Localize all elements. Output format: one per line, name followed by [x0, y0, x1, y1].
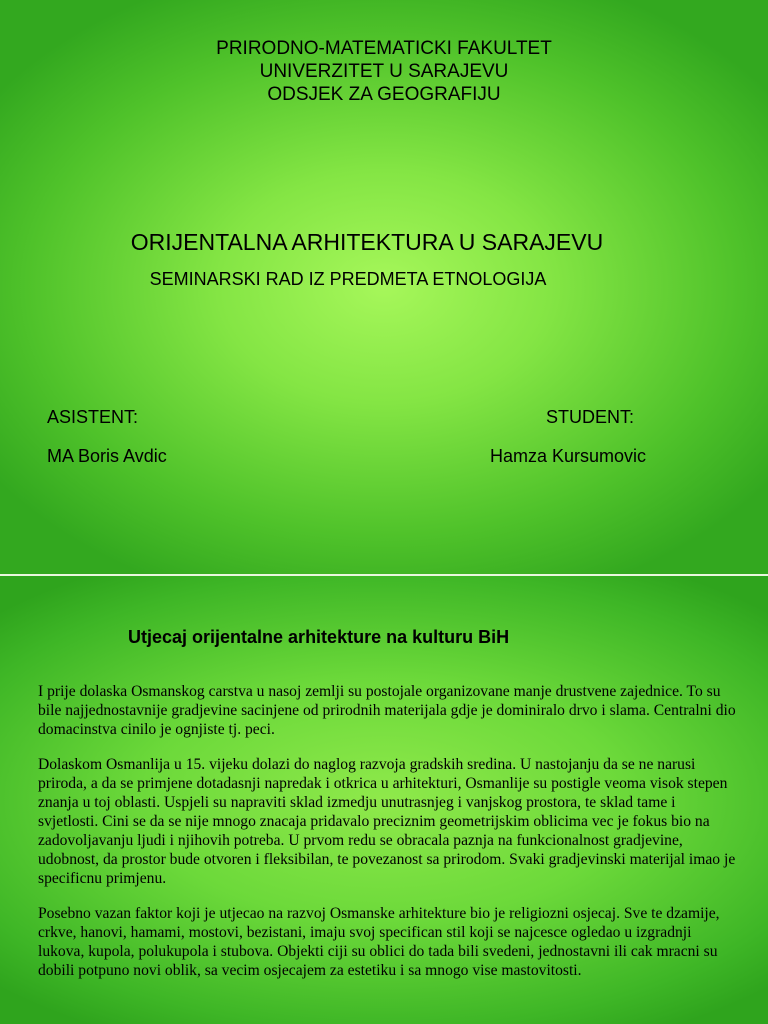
content-slide — [0, 576, 768, 1024]
faculty-header — [0, 37, 768, 106]
student-label: STUDENT: — [546, 407, 635, 427]
paragraph: Dolaskom Osmanlija u 15. vijeku dolazi do naglog razvoja gradskih sredina. U nastojanju da se ne narusi priroda, a da se primjene dotadasnji napredak i otkrica u arhitekturi, Osmanlije su postigle veoma visok stepen znanja u toj oblasti. Uspjeli su napraviti sklad izmedju unutrasnjeg i vanjskog prostora, te sklad tame i svjetlosti. Cini se da se nije mnogo znacaja pridavalo preciznim geometrijskim oblicima vec je fokus bio na zadovoljavanju ljudi i njihovih potreba. U prvom redu se obracala paznja na funkcionalnost gradjevine, udobnost, da prostor bude otvoren i fleksibilan, te povezanost sa prirodom. Svaki gradjevinski materijal imao je specificnu primjenu. — [38, 756, 736, 887]
assistant-label: ASISTENT: — [47, 407, 139, 427]
faculty-line: PRIRODNO-MATEMATICKI FAKULTET — [216, 38, 552, 59]
paragraph: Posebno vazan faktor koji je utjecao na razvoj Osmanske arhitekture bio je religiozni osjecaj. Sve te dzamije, crkve, hanovi, hamami, mostovi, bezistani, imaju svoj specifican stil koji se najcesce ogledao u izgradnji lukova, kupola, polukupola i stubova. Objekti ciji su oblici do tada bili svedeni, jednostavni ili cak mracni su dobili potpuno novi oblik, sa vecim osjecajem za estetiku i sa mnogo vise mastovitosti. — [38, 905, 720, 979]
university-line: UNIVERZITET U SARAJEVU — [259, 61, 509, 82]
subtitle: SEMINARSKI RAD IZ PREDMETA ETNOLOGIJA — [149, 269, 547, 289]
department-line: ODSJEK ZA GEOGRAFIJU — [267, 84, 501, 105]
paragraph: I prije dolaska Osmanskog carstva u nasoj zemlji su postojale organizovane manje drustvene zajednice. To su bile najjednostavnije gradjevine sacinjene od prirodnih materijala gdje je dominiralo drvo i slama. Centralni dio domacinstva cinilo je ognjiste tj. peci. — [38, 683, 736, 738]
body-text — [38, 682, 738, 996]
section-title: Utjecaj orijentalne arhitekture na kulturu BiH — [128, 627, 510, 647]
main-title: ORIJENTALNA ARHITEKTURA U SARAJEVU — [130, 229, 604, 255]
assistant-name: MA Boris Avdic — [47, 446, 167, 466]
student-name: Hamza Kursumovic — [490, 446, 647, 466]
